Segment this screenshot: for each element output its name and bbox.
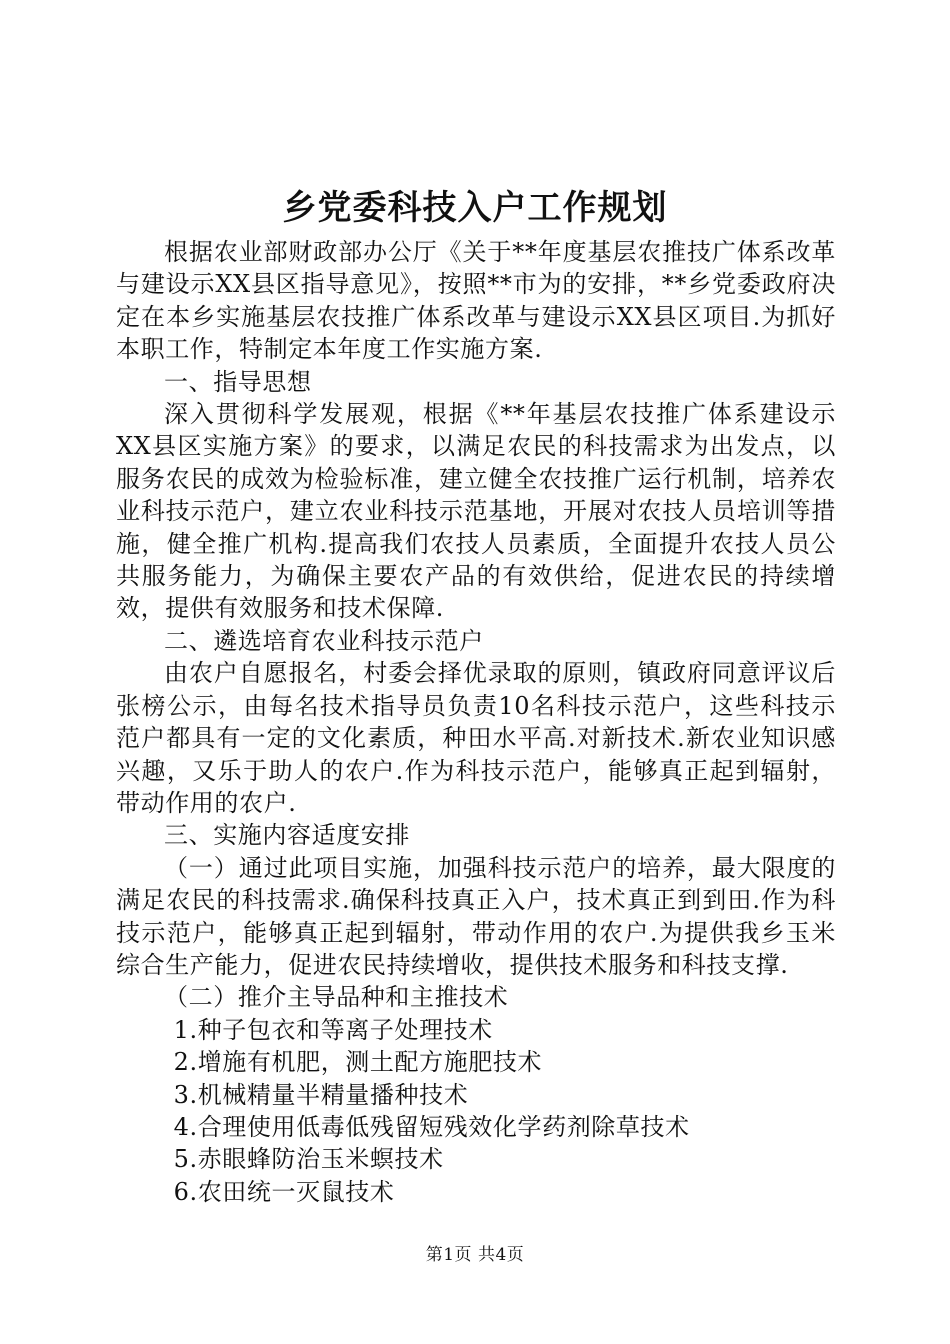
technique-item: 5.赤眼蜂防治玉米螟技术 [173, 1145, 444, 1174]
section-heading-demonstration-households: 二、遴选培育农业科技示范户 [164, 626, 484, 655]
technique-item: 4.合理使用低毒低残留短残效化学药剂除草技术 [173, 1112, 690, 1141]
document-body [116, 236, 836, 1208]
section-heading-implementation: 三、实施内容适度安排 [164, 821, 410, 850]
technique-item: 1.种子包衣和等离子处理技术 [173, 1015, 493, 1044]
subheading-main-techniques: （二）推介主导品种和主推技术 [164, 983, 509, 1012]
section-paragraph: 深入贯彻科学发展观，根据《**年基层农技推广体系建设示XX县区实施方案》的要求，以满足农民的科技需求为出发点，以服务农民的成效为检验标准，建立健全农技推广运行机制，培养农业科技示范户，建立农业科技示范基地，开展对农技人员培训等措施，健全推广机构.提高我们农技人员素质，全面提升农技人员公共服务能力，为确保主要农产品的有效供给，促进农民的持续增效，提供有效服务和技术保障. [116, 400, 836, 623]
technique-item: 2.增施有机肥，测土配方施肥技术 [173, 1048, 543, 1077]
technique-item: 3.机械精量半精量播种技术 [173, 1080, 469, 1109]
section-heading-guiding-ideology: 一、指导思想 [164, 367, 312, 396]
document-title: 乡党委科技入户工作规划 [282, 188, 668, 228]
section-paragraph: （一）通过此项目实施，加强科技示范户的培养，最大限度的满足农民的科技需求.确保科技真正入户，技术真正到到田.作为科技示范户，能够真正起到辐射，带动作用的农户.为提供我乡玉米综合生产能力，促进农民持续增收，提供技术服务和科技支撑. [116, 853, 836, 979]
page-number-footer: 第1页 共4页 [425, 1245, 525, 1265]
section-paragraph: 由农户自愿报名，村委会择优录取的原则，镇政府同意评议后张榜公示，由每名技术指导员负责10名科技示范户，这些科技示范户都具有一定的文化素质，种田水平高.对新技术.新农业知识感兴趣，又乐于助人的农户.作为科技示范户，能够真正起到辐射，带动作用的农户. [116, 659, 836, 817]
technique-item: 6.农田统一灭鼠技术 [173, 1177, 395, 1206]
intro-paragraph: 根据农业部财政部办公厅《关于**年度基层农推技广体系改革与建设示XX县区指导意见》，按照**市为的安排，**乡党委政府决定在本乡实施基层农技推广体系改革与建设示XX县区项目.为抓好本职工作，特制定本年度工作实施方案. [116, 238, 836, 364]
